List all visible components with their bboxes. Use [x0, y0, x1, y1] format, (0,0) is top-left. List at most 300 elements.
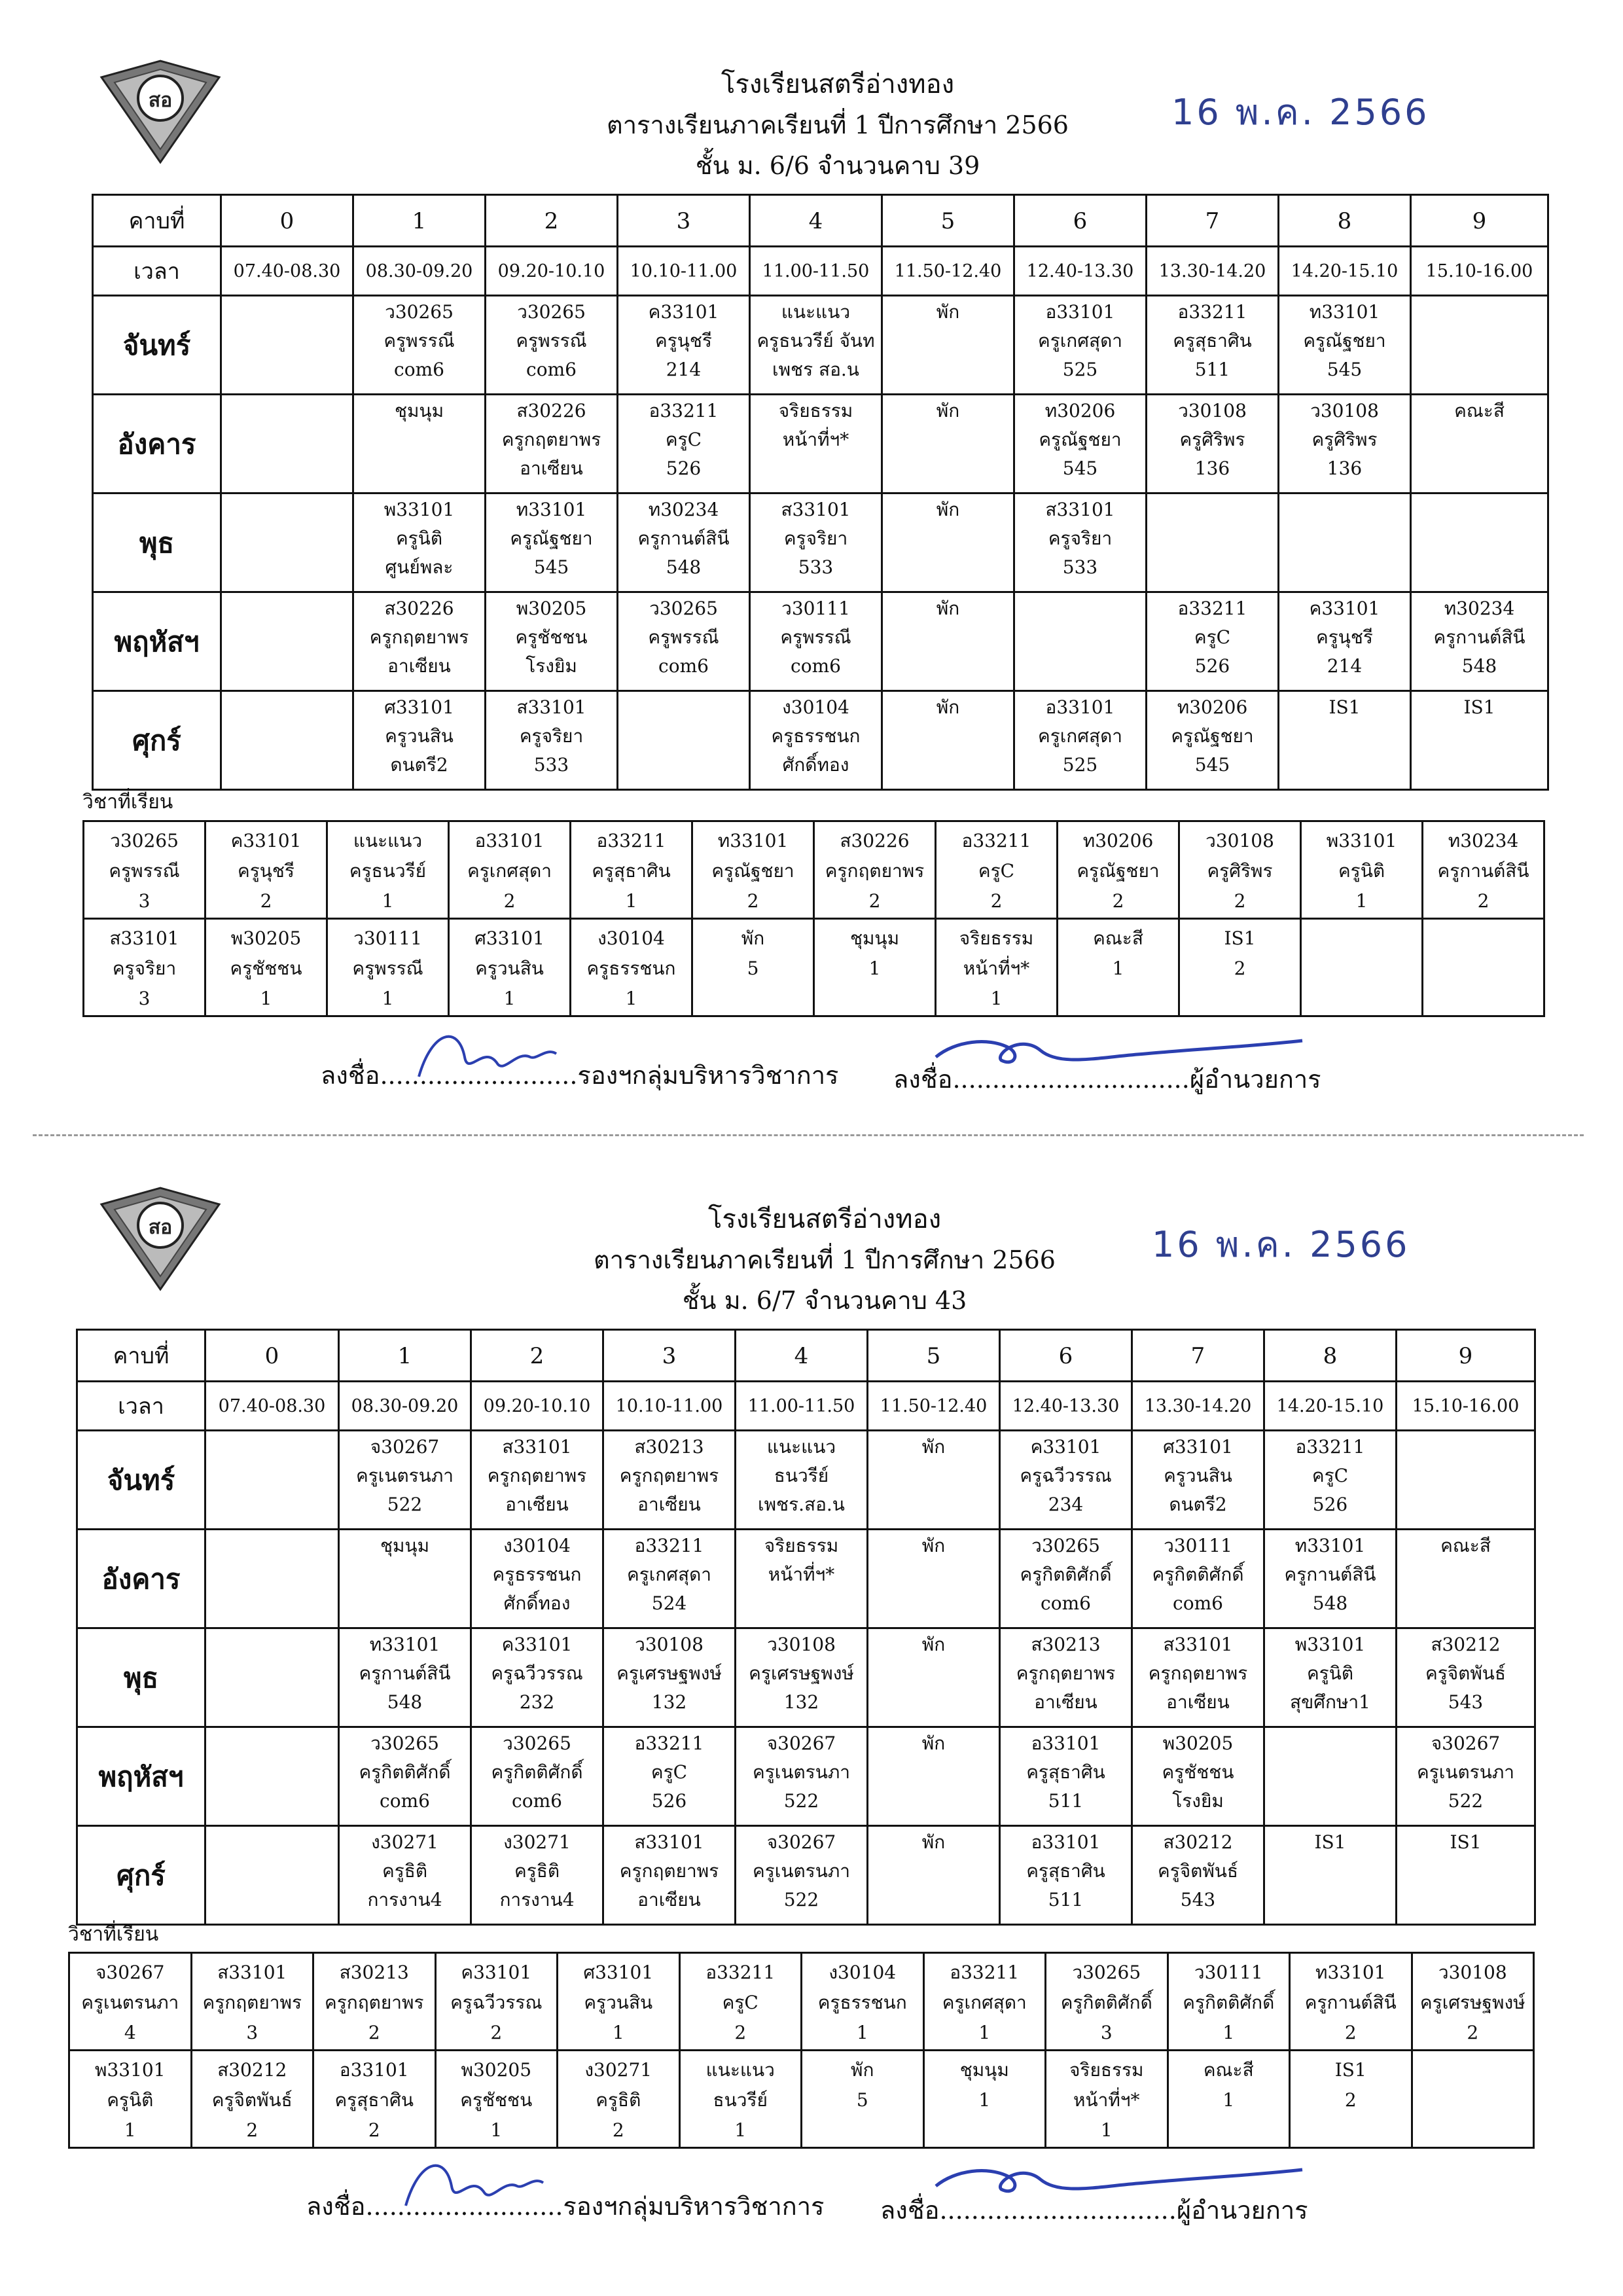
cell-line: ครูกฤตยาพร: [369, 626, 469, 648]
period-time: 07.40-08.30: [205, 1382, 339, 1431]
period-number: 7: [1132, 1330, 1264, 1382]
schedule-cell: [1147, 592, 1279, 691]
cell-line: ครูสุธาศิน: [334, 2089, 414, 2111]
schedule-cell: [618, 691, 750, 790]
schedule-cell: [868, 1727, 1000, 1826]
time-label: เวลา: [93, 247, 221, 296]
schedule-cell: [618, 493, 750, 592]
cell-line: com6: [526, 359, 577, 380]
header: [497, 1199, 1152, 1321]
cell-line: พัก: [741, 927, 765, 949]
cell-line: ครูกานต์สินี: [1437, 860, 1529, 882]
cell-line: 1: [124, 2119, 136, 2141]
cell-line: ครูฉวีวรรณ: [1020, 1465, 1112, 1486]
cell-line: ครูนุชรี: [655, 330, 712, 351]
cell-line: คณะสี: [1440, 1535, 1491, 1556]
cell-line: พ30205: [230, 927, 302, 949]
cell-line: ส30213: [339, 1962, 409, 1983]
schedule-cell: [221, 296, 353, 395]
cell-line: ค33101: [1309, 598, 1380, 619]
subject-cell: [327, 821, 449, 919]
cell-line: ว30265: [1072, 1962, 1141, 1983]
cell-line: ว30111: [1194, 1962, 1263, 1983]
cell-line: จริยธรรม: [959, 927, 1034, 949]
cell-line: ครูวนสิน: [1164, 1465, 1232, 1486]
cell-line: 543: [1180, 1889, 1216, 1910]
cell-line: ครูณัฐชยา: [510, 528, 593, 549]
cell-line: 1: [868, 958, 881, 979]
schedule-cell: [1279, 592, 1411, 691]
cell-line: ส30212: [1431, 1634, 1501, 1655]
cell-line: ครูเศรษฐพงษ์: [1419, 1992, 1525, 2013]
schedule-cell: [1397, 1431, 1535, 1530]
sign-director: ลงชื่อ..............................ผู้อำนวยการ: [880, 2196, 1308, 2225]
cell-line: 524: [651, 1592, 687, 1614]
cell-line: ท30234: [648, 499, 719, 520]
period-number: 4: [736, 1330, 868, 1382]
cell-line: ส33101: [109, 927, 179, 949]
cell-line: ครูเนตรนภา: [752, 1860, 851, 1882]
cell-line: อ33211: [705, 1962, 776, 1983]
cell-line: อ33211: [596, 830, 666, 852]
subject-cell: [1301, 919, 1423, 1016]
cell-line: 1: [490, 2119, 503, 2141]
cell-line: ส30226: [840, 830, 910, 852]
cell-line: 2: [260, 890, 272, 912]
schedule-cell: [1000, 1826, 1132, 1925]
cell-line: ครูกฤตยาพร: [487, 1465, 587, 1486]
schedule-cell: [1411, 493, 1548, 592]
cell-line: อาเซียน: [520, 457, 583, 479]
cell-line: พัก: [936, 598, 960, 619]
cell-line: ครูสุธาศิน: [1026, 1860, 1105, 1882]
cell-line: ธนวรีย์: [774, 1465, 829, 1486]
subject-cell: [692, 919, 814, 1016]
subjects-table: [68, 1952, 1535, 2149]
cell-line: 136: [1194, 457, 1230, 479]
period-number: 6: [1000, 1330, 1132, 1382]
cell-line: แนะแนว: [781, 301, 851, 323]
cell-line: com6: [658, 655, 709, 677]
cell-line: ชุมนุม: [380, 1535, 430, 1556]
cell-line: 533: [533, 754, 569, 776]
cell-line: 533: [1062, 556, 1098, 578]
cell-line: ท33101: [369, 1634, 440, 1655]
day-name: อังคาร: [77, 1530, 205, 1628]
subject-cell: [1290, 2051, 1412, 2148]
period-time: 07.40-08.30: [221, 247, 353, 296]
cell-line: ส30213: [1031, 1634, 1101, 1655]
subject-cell: [1058, 821, 1179, 919]
schedule-cell: [1000, 1727, 1132, 1826]
schedule-cell: [1264, 1431, 1397, 1530]
schedule-cell: [205, 1530, 339, 1628]
subject-cell: [1046, 2051, 1168, 2148]
cell-line: อ33101: [1031, 1732, 1101, 1754]
schedule-cell: [353, 296, 486, 395]
cell-line: ครูฉวีวรรณ: [491, 1662, 583, 1684]
cell-line: 2: [868, 890, 881, 912]
schedule-cell: [1014, 395, 1147, 493]
cell-line: 4: [124, 2022, 136, 2043]
cell-line: 2: [1234, 890, 1246, 912]
cell-line: พัก: [936, 696, 960, 718]
cell-line: ว30265: [517, 301, 586, 323]
cell-line: ครูเศรษฐพงษ์: [616, 1662, 722, 1684]
schedule-cell: [1397, 1727, 1535, 1826]
cell-line: 1: [503, 988, 516, 1009]
cell-line: แนะแนว: [705, 2059, 775, 2081]
day-name: ศุกร์: [77, 1826, 205, 1925]
cell-line: 214: [1327, 655, 1363, 677]
cell-line: IS1: [1224, 927, 1256, 949]
cell-line: ว30108: [1205, 830, 1274, 852]
cell-line: ครูวนสิน: [385, 725, 454, 747]
cell-line: อ33211: [961, 830, 1031, 852]
cell-line: ครูจิตพันธ์: [1157, 1860, 1239, 1882]
period-number: 3: [618, 195, 750, 247]
cell-line: ว30111: [781, 598, 850, 619]
cell-line: ครูกิตติศักดิ์: [1020, 1564, 1112, 1585]
period-number: 9: [1411, 195, 1548, 247]
subject-cell: [571, 821, 692, 919]
schedule-cell: [339, 1530, 471, 1628]
schedule-cell: [1279, 395, 1411, 493]
cell-line: ค33101: [648, 301, 719, 323]
cell-line: com6: [1041, 1592, 1091, 1614]
schedule-cell: [882, 395, 1014, 493]
cell-line: ครูณัฐชยา: [1171, 725, 1254, 747]
period-time: 11.50-12.40: [868, 1382, 1000, 1431]
schedule-cell: [1014, 296, 1147, 395]
cell-line: ครูกานต์สินี: [359, 1662, 451, 1684]
period-number: 6: [1014, 195, 1147, 247]
cell-line: 132: [651, 1691, 687, 1713]
school-emblem-icon: [98, 58, 223, 169]
subject-cell: [1058, 919, 1179, 1016]
schedule-cell: [736, 1727, 868, 1826]
cell-line: ง30271: [371, 1831, 438, 1853]
cell-line: ท30206: [1082, 830, 1154, 852]
cell-line: การงาน4: [499, 1889, 575, 1910]
cell-line: ครูกฤตยาพร: [501, 429, 601, 450]
cell-line: IS1: [1334, 2059, 1366, 2081]
subject-cell: [84, 919, 205, 1016]
schedule-cell: [339, 1431, 471, 1530]
period-time: 09.20-10.10: [471, 1382, 603, 1431]
day-name: จันทร์: [93, 296, 221, 395]
cell-line: ง30104: [782, 696, 849, 718]
subject-cell: [558, 2051, 680, 2148]
schedule-cell: [205, 1628, 339, 1727]
schedule-cell: [868, 1530, 1000, 1628]
cell-line: 1: [990, 988, 1003, 1009]
cell-line: พ30205: [1162, 1732, 1234, 1754]
cell-line: ครูเกศสุดา: [626, 1564, 712, 1585]
cell-line: ครูฉวีวรรณ: [450, 1992, 543, 2013]
cell-line: ครูจิตพันธ์: [211, 2089, 293, 2111]
subjects-table: [82, 820, 1545, 1017]
cell-line: ครูจิตพันธ์: [1425, 1662, 1507, 1684]
cell-line: ค33101: [1030, 1436, 1101, 1458]
schedule-cell: [471, 1826, 603, 1925]
schedule-cell: [1147, 395, 1279, 493]
cell-line: ส30226: [516, 400, 586, 422]
cell-line: ว30108: [1178, 400, 1247, 422]
cell-line: 2: [747, 890, 759, 912]
cell-line: 526: [1194, 655, 1230, 677]
schedule-cell: [221, 691, 353, 790]
cell-line: com6: [380, 1790, 430, 1812]
day-name: พุธ: [77, 1628, 205, 1727]
cell-line: ครูนิติ: [1338, 860, 1385, 882]
header: [510, 64, 1165, 186]
cell-line: ครูC: [651, 1761, 688, 1783]
schedule-cell: [1279, 691, 1411, 790]
cell-line: หน้าที่ฯ*: [1073, 2089, 1140, 2111]
cell-line: 2: [612, 2119, 624, 2141]
period-time: 11.00-11.50: [736, 1382, 868, 1431]
cell-line: ท33101: [1315, 1962, 1386, 1983]
cell-line: ครูกฤตยาพร: [619, 1465, 719, 1486]
schedule-cell: [471, 1431, 603, 1530]
period-number: 0: [205, 1330, 339, 1382]
cell-line: ท30206: [1177, 696, 1248, 718]
period-time: 15.10-16.00: [1411, 247, 1548, 296]
period-time: 11.00-11.50: [750, 247, 882, 296]
cell-line: อ33211: [1177, 301, 1247, 323]
subject-cell: [692, 821, 814, 919]
schedule-cell: [339, 1727, 471, 1826]
cell-line: ครูกานต์สินี: [637, 528, 730, 549]
subject-cell: [449, 821, 571, 919]
schedule-cell: [750, 493, 882, 592]
cell-line: 234: [1048, 1494, 1084, 1515]
schedule-cell: [603, 1628, 736, 1727]
period-time: 14.20-15.10: [1279, 247, 1411, 296]
cell-line: 1: [1222, 2022, 1235, 2043]
schedule-cell: [868, 1628, 1000, 1727]
cell-line: ครูนิติ: [395, 528, 443, 549]
cell-line: ส33101: [1163, 1634, 1233, 1655]
cell-line: ท33101: [1294, 1535, 1366, 1556]
cell-line: อ33101: [1045, 696, 1115, 718]
cell-line: ส33101: [1045, 499, 1115, 520]
cell-line: 3: [138, 890, 151, 912]
schedule-cell: [1411, 691, 1548, 790]
schedule-cell: [205, 1431, 339, 1530]
cell-line: 1: [734, 2119, 747, 2141]
subject-cell: [936, 821, 1058, 919]
cell-line: ครูพรรณี: [648, 626, 719, 648]
cell-line: ครูจริยา: [112, 958, 177, 979]
schedule-cell: [486, 493, 618, 592]
cell-line: com6: [791, 655, 841, 677]
cell-line: 522: [783, 1889, 819, 1910]
cell-line: ครูจริยา: [1048, 528, 1113, 549]
cell-line: ครูธรรชนก: [771, 725, 861, 747]
schedule-cell: [1132, 1826, 1264, 1925]
cell-line: 2: [1234, 958, 1246, 979]
schedule-cell: [471, 1727, 603, 1826]
deputy-signature: [393, 2147, 556, 2219]
subject-cell: [69, 2051, 192, 2148]
cell-line: พัก: [936, 499, 960, 520]
cell-line: ครูธนวรีย์: [349, 860, 427, 882]
cell-line: หน้าที่ฯ*: [963, 958, 1030, 979]
cell-line: ครูณัฐชยา: [1303, 330, 1386, 351]
deputy-signature: [406, 1018, 569, 1090]
cell-line: IS1: [1463, 696, 1495, 718]
schedule-cell: [1264, 1826, 1397, 1925]
cell-line: 3: [138, 988, 151, 1009]
schedule-cell: [353, 592, 486, 691]
schedule-cell: [1132, 1530, 1264, 1628]
schedule-cell: [1264, 1628, 1397, 1727]
subject-cell: [814, 919, 936, 1016]
period-number: 1: [339, 1330, 471, 1382]
cell-line: ครูชัชชน: [460, 2089, 533, 2111]
cell-line: 522: [1448, 1790, 1484, 1812]
cell-line: ครูนุชรี: [1316, 626, 1373, 648]
period-number: 3: [603, 1330, 736, 1382]
subjects-label: วิชาที่เรียน: [82, 791, 173, 814]
cell-line: ครูกฤตยาพร: [825, 860, 925, 882]
cell-line: com6: [394, 359, 444, 380]
schedule-cell: [1014, 493, 1147, 592]
period-number: 8: [1279, 195, 1411, 247]
cell-line: 1: [1112, 958, 1124, 979]
cell-line: อาเซียน: [387, 655, 451, 677]
period-time: 15.10-16.00: [1397, 1382, 1535, 1431]
cell-line: ครูกิตติศักดิ์: [1152, 1564, 1244, 1585]
cell-line: ว30111: [1164, 1535, 1232, 1556]
cell-line: 1: [382, 988, 394, 1009]
cell-line: ครูชัชชน: [230, 958, 302, 979]
schedule-cell: [1132, 1628, 1264, 1727]
cell-line: 2: [490, 2022, 503, 2043]
class-line: ชั้น ม. 6/7 จำนวนคาบ 43: [682, 1286, 967, 1315]
cell-line: ครูกฤตยาพร: [619, 1860, 719, 1882]
subject-cell: [69, 1953, 192, 2051]
schedule-cell: [1014, 592, 1147, 691]
cell-line: ครูกานต์สินี: [1304, 1992, 1397, 2013]
cell-line: ศ33101: [384, 696, 454, 718]
class-line: ชั้น ม. 6/6 จำนวนคาบ 39: [695, 151, 980, 180]
cell-line: ส33101: [217, 1962, 287, 1983]
cell-line: 1: [1355, 890, 1368, 912]
period-time: 14.20-15.10: [1264, 1382, 1397, 1431]
cell-line: ครูC: [1194, 626, 1231, 648]
schedule-cell: [1000, 1431, 1132, 1530]
schedule-cell: [736, 1431, 868, 1530]
cell-line: 545: [1062, 457, 1098, 479]
cell-line: หน้าที่ฯ*: [782, 429, 849, 450]
subject-cell: [327, 919, 449, 1016]
period-number: 1: [353, 195, 486, 247]
cell-line: ครูเนตรนภา: [752, 1761, 851, 1783]
cell-line: 545: [1327, 359, 1363, 380]
cell-line: อ33211: [634, 1732, 704, 1754]
cell-line: ครูธรรชนก: [492, 1564, 582, 1585]
school-name: โรงเรียนสตรีอ่างทอง: [707, 1204, 942, 1234]
subject-cell: [1179, 821, 1301, 919]
cell-line: อาเซียน: [637, 1889, 701, 1910]
cell-line: ศ33101: [474, 927, 544, 949]
cell-line: ครูศิริพร: [1207, 860, 1273, 882]
cell-line: ครูจริยา: [519, 725, 584, 747]
cell-line: อาเซียน: [1034, 1691, 1097, 1713]
schedule-cell: [1000, 1628, 1132, 1727]
cell-line: ครูกฤตยาพร: [1016, 1662, 1116, 1684]
cell-line: ครูกฤตยาพร: [1148, 1662, 1248, 1684]
cell-line: ครูเนตรนภา: [81, 1992, 179, 2013]
schedule-cell: [1397, 1826, 1535, 1925]
cell-line: พัก: [936, 301, 960, 323]
schedule-cell: [1279, 493, 1411, 592]
cell-line: ครูเกศสุดา: [1037, 725, 1123, 747]
cell-line: ครูธิติ: [514, 1860, 560, 1882]
cell-line: อาเซียน: [1166, 1691, 1230, 1713]
schedule-cell: [750, 691, 882, 790]
cell-line: 2: [990, 890, 1003, 912]
timetable: [92, 194, 1549, 791]
period-time: 10.10-11.00: [603, 1382, 736, 1431]
period-time: 13.30-14.20: [1147, 247, 1279, 296]
cell-line: 1: [625, 890, 637, 912]
cell-line: 525: [1062, 359, 1098, 380]
cell-line: จริยธรรม: [764, 1535, 839, 1556]
schedule-cell: [1411, 592, 1548, 691]
cell-line: ครูณัฐชยา: [1039, 429, 1122, 450]
cell-line: พัก: [936, 400, 960, 422]
cell-line: โรงยิม: [526, 655, 577, 677]
cell-line: ท33101: [516, 499, 587, 520]
schedule-cell: [1411, 395, 1548, 493]
subject-cell: [1301, 821, 1423, 919]
cell-line: 511: [1048, 1790, 1084, 1812]
day-name: พุธ: [93, 493, 221, 592]
period-time: 12.40-13.30: [1000, 1382, 1132, 1431]
schedule-cell: [603, 1530, 736, 1628]
period-time: 11.50-12.40: [882, 247, 1014, 296]
subject-cell: [923, 1953, 1046, 2051]
schedule-cell: [1279, 296, 1411, 395]
schedule-cell: [736, 1530, 868, 1628]
cell-line: ครูกฤตยาพร: [202, 1992, 302, 2013]
cell-line: com6: [1173, 1592, 1223, 1614]
cell-line: จ30267: [1431, 1732, 1501, 1754]
cell-line: ครูเศรษฐพงษ์: [749, 1662, 854, 1684]
cell-line: 2: [1344, 2022, 1357, 2043]
schedule-cell: [471, 1628, 603, 1727]
cell-line: ว30108: [635, 1634, 704, 1655]
cell-line: ครูC: [1311, 1465, 1349, 1486]
subject-cell: [191, 1953, 313, 2051]
schedule-cell: [750, 592, 882, 691]
cell-line: ส30226: [384, 598, 454, 619]
cell-line: ส30212: [217, 2059, 287, 2081]
director-signature: [929, 2150, 1309, 2209]
subject-cell: [435, 2051, 558, 2148]
cell-line: อ33211: [634, 1535, 704, 1556]
cell-line: 522: [783, 1790, 819, 1812]
date-stamp: 16 พ.ค. 2566: [1171, 92, 1430, 133]
cell-line: 526: [651, 1790, 687, 1812]
cell-line: ว30108: [1438, 1962, 1507, 1983]
cell-line: จริยธรรม: [1069, 2059, 1144, 2081]
schedule-cell: [486, 691, 618, 790]
